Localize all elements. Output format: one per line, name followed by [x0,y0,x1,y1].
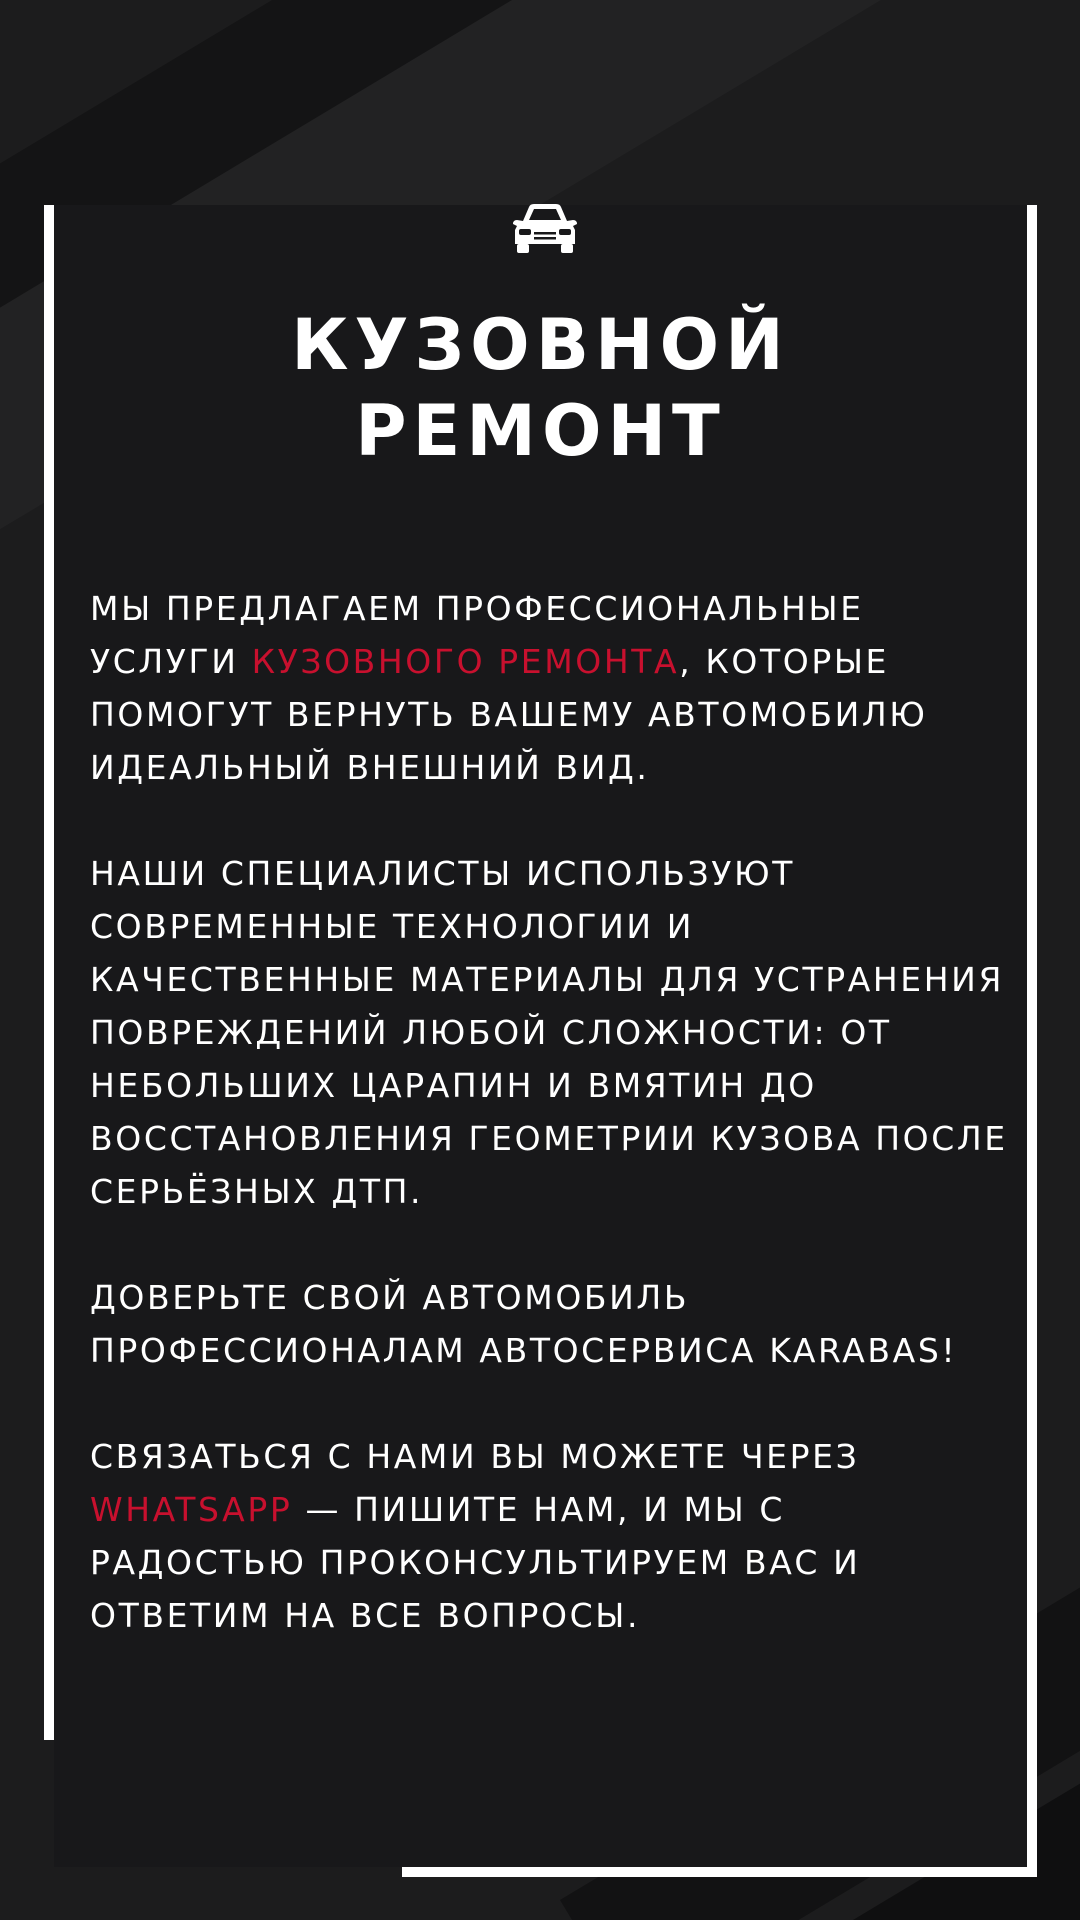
body-text [90,582,1010,1695]
frame-left-line [44,205,54,1740]
frame-right-line [1027,205,1037,1877]
paragraph-trust [90,1271,1010,1377]
page-title [54,302,1027,474]
paragraph-contact [90,1430,1010,1642]
paragraph-text: , КОТОРЫЕ ПОМОГУТ ВЕРНУТЬ ВАШЕМУ АВТОМОБИЛЮ ИДЕАЛЬНЫЙ ВНЕШНИЙ ВИД. [90,642,928,787]
car-front-icon [509,200,581,258]
paragraph-text: ДОВЕРЬТЕ СВОЙ АВТОМОБИЛЬ ПРОФЕССИОНАЛАМ АВТОСЕРВИСА KARABAS! [90,1278,958,1370]
frame-bottom-line [402,1867,1037,1877]
paragraph-text: НАШИ СПЕЦИАЛИСТЫ ИСПОЛЬЗУЮТ СОВРЕМЕННЫЕ ТЕХНОЛОГИИ И КАЧЕСТВЕННЫЕ МАТЕРИАЛЫ ДЛЯ УСТРАНЕНИЯ ПОВРЕЖДЕНИЙ ЛЮБОЙ СЛОЖНОСТИ: ОТ НЕБОЛЬШИХ ЦАРАПИН И ВМЯТИН ДО ВОССТАНОВЛЕНИЯ ГЕОМЕТРИИ КУЗОВА ПОСЛЕ СЕРЬЁЗНЫХ ДТП. [90,854,1008,1211]
whatsapp-link[interactable]: WHATSAPP [90,1490,293,1529]
title-line: КУЗОВНОЙ [291,304,790,386]
paragraph-text: — ПИШИТЕ НАМ, И МЫ С РАДОСТЬЮ ПРОКОНСУЛЬТИРУЕМ ВАС И ОТВЕТИМ НА ВСЕ ВОПРОСЫ. [90,1490,861,1635]
paragraph-specialists [90,847,1010,1218]
paragraph-text: СВЯЗАТЬСЯ С НАМИ ВЫ МОЖЕТЕ ЧЕРЕЗ [90,1437,860,1476]
title-line: РЕМОНТ [355,390,726,472]
paragraph-text: МЫ ПРЕДЛАГАЕМ ПРОФЕССИОНАЛЬНЫЕ УСЛУГИ [90,589,864,681]
highlight-body-repair: КУЗОВНОГО РЕМОНТА [251,642,680,681]
paragraph-intro [90,582,1010,794]
